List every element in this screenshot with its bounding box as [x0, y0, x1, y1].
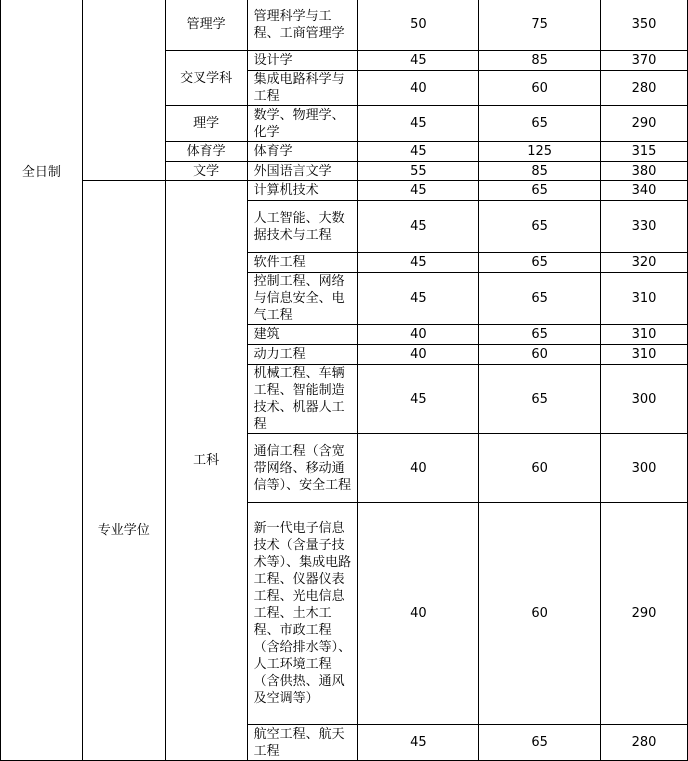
category-cell: 交叉学科	[165, 51, 247, 106]
score-100-cell: 55	[358, 162, 479, 181]
total-score-cell: 370	[601, 51, 688, 71]
category-cell: 体育学	[165, 142, 247, 162]
score-100-cell: 45	[358, 365, 479, 434]
score-150-cell: 60	[479, 71, 601, 106]
total-score-cell: 280	[601, 725, 688, 761]
score-150-cell: 65	[479, 201, 601, 253]
score-100-cell: 40	[358, 434, 479, 503]
total-score-cell: 330	[601, 201, 688, 253]
major-cell: 通信工程（含宽带网络、移动通信等）、安全工程	[247, 434, 358, 503]
total-score-cell: 290	[601, 106, 688, 142]
score-150-cell: 65	[479, 253, 601, 273]
score-100-cell: 45	[358, 273, 479, 325]
score-100-cell: 40	[358, 503, 479, 725]
major-cell: 动力工程	[247, 345, 358, 365]
total-score-cell: 320	[601, 253, 688, 273]
total-score-cell: 280	[601, 71, 688, 106]
major-cell: 设计学	[247, 51, 358, 71]
score-150-cell: 75	[479, 0, 601, 51]
total-score-cell: 300	[601, 434, 688, 503]
score-100-cell: 45	[358, 142, 479, 162]
score-100-cell: 45	[358, 106, 479, 142]
score-150-cell: 60	[479, 345, 601, 365]
major-cell: 体育学	[247, 142, 358, 162]
score-150-cell: 65	[479, 181, 601, 201]
category-cell: 工科	[165, 181, 247, 761]
major-cell: 控制工程、网络与信息安全、电气工程	[247, 273, 358, 325]
score-100-cell: 45	[358, 51, 479, 71]
total-score-cell: 340	[601, 181, 688, 201]
total-score-cell: 310	[601, 345, 688, 365]
score-100-cell: 45	[358, 201, 479, 253]
total-score-cell: 380	[601, 162, 688, 181]
major-cell: 软件工程	[247, 253, 358, 273]
major-cell: 数学、物理学、化学	[247, 106, 358, 142]
score-100-cell: 40	[358, 71, 479, 106]
major-cell: 集成电路科学与工程	[247, 71, 358, 106]
total-score-cell: 315	[601, 142, 688, 162]
total-score-cell: 310	[601, 273, 688, 325]
study-mode-cell: 全日制	[1, 0, 83, 181]
major-cell: 人工智能、大数据技术与工程	[247, 201, 358, 253]
score-150-cell: 65	[479, 106, 601, 142]
table-row	[1, 0, 688, 51]
category-cell: 管理学	[165, 0, 247, 51]
major-cell: 外国语言文学	[247, 162, 358, 181]
degree-type-cell: 专业学位	[82, 181, 165, 761]
score-100-cell: 40	[358, 345, 479, 365]
score-150-cell: 85	[479, 162, 601, 181]
score-150-cell: 85	[479, 51, 601, 71]
category-cell: 文学	[165, 162, 247, 181]
total-score-cell: 300	[601, 365, 688, 434]
table-row	[1, 181, 688, 201]
major-cell: 新一代电子信息技术（含量子技术等）、集成电路工程、仪器仪表工程、光电信息工程、土木工程、市政工程（含给排水等）、人工环境工程（含供热、通风及空调等）	[247, 503, 358, 725]
major-cell: 计算机技术	[247, 181, 358, 201]
degree-type-cell	[82, 0, 165, 181]
score-100-cell: 50	[358, 0, 479, 51]
major-cell: 航空工程、航天工程	[247, 725, 358, 761]
score-150-cell: 60	[479, 503, 601, 725]
study-mode-cell-cont	[1, 181, 83, 761]
score-150-cell: 65	[479, 325, 601, 345]
major-cell: 机械工程、车辆工程、智能制造技术、机器人工程	[247, 365, 358, 434]
score-150-cell: 65	[479, 273, 601, 325]
total-score-cell: 350	[601, 0, 688, 51]
score-150-cell: 125	[479, 142, 601, 162]
major-cell: 建筑	[247, 325, 358, 345]
score-150-cell: 65	[479, 725, 601, 761]
score-150-cell: 60	[479, 434, 601, 503]
score-100-cell: 45	[358, 181, 479, 201]
score-100-cell: 45	[358, 253, 479, 273]
total-score-cell: 310	[601, 325, 688, 345]
total-score-cell: 290	[601, 503, 688, 725]
category-cell: 理学	[165, 106, 247, 142]
score-150-cell: 65	[479, 365, 601, 434]
score-100-cell: 45	[358, 725, 479, 761]
major-cell: 管理科学与工程、工商管理学	[247, 0, 358, 51]
score-100-cell: 40	[358, 325, 479, 345]
